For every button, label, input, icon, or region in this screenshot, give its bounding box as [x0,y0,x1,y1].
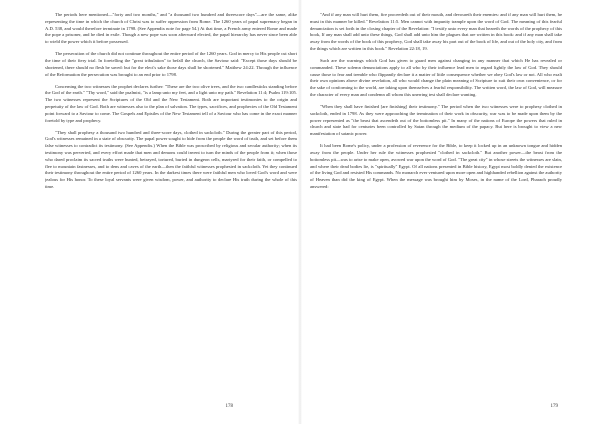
page-number: 178 [225,404,233,409]
page-gutter [298,0,302,424]
paragraph: "And if any man will hurt them, fire proceedeth out of their mouth, and devoureth their enemies: and if any man will hurt them, he must in this manner be killed." Revelation 11:5. Men cannot with impunity trample upon the word of God. The meaning of this fearful denunciation is set forth in the closing chapter of the Revelation: "I testify unto every man that heareth the words of the prophecy of this book, If any man shall add unto these things, God shall add unto him the plagues that are written in this book: and if any man shall take away from the words of the book of this prophecy, God shall take away his part out of the book of life, and out of the holy city, and from the things which are written in this book." Revelation 22:18, 19. [310,12,562,51]
paragraph: The periods here mentioned—"forty and two months," and "a thousand two hundred and threescore days"—are the same, alike representing the time in which the church of Christ was to suffer oppression from Rome. The 1260 years of papal supremacy began in A.D. 538, and would therefore terminate in 1798. (See Appendix note for page 54.) At that time, a French army entered Rome and made the pope a prisoner, and he died in exile. Though a new pope was soon afterward elected, the papal hierarchy has never since been able to wield the power which it before possessed. [45,12,297,45]
paragraph: The persecution of the church did not continue throughout the entire period of the 1260 years. God in mercy to His people cut short the time of their fiery trial. In foretelling the "great tribulation" to befall the church, the Saviour said: "Except those days should be shortened, there should no flesh be saved: but for the elect's sake those days shall be shortened." Matthew 24:22. Through the influence of the Reformation the persecution was brought to an end prior to 1798. [45,51,297,77]
paragraph: "They shall prophesy a thousand two hundred and three-score days, clothed in sackcloth." During the greater part of this period, God's witnesses remained in a state of obscurity. The papal power sought to hide from the people the word of truth, and set before them false witnesses to contradict its testimony. (See Appendix.) When the Bible was proscribed by religious and secular authority; when its testimony was perverted, and every effort made that men and demons could invent to turn the minds of the people from it; when those who dared proclaim its sacred truths were hunted, betrayed, tortured, buried in dungeon cells, martyred for their faith, or compelled to flee to mountain fastnesses, and to dens and caves of the earth—then the faithful witnesses prophesied in sackcloth. Yet they continued their testimony throughout the entire period of 1260 years. In the darkest times there were faithful men who loved God's word and were jealous for His honor. To these loyal servants were given wisdom, power, and authority to declare His truth during the whole of this time. [45,129,297,189]
paragraph: Such are the warnings which God has given to guard men against changing in any manner that which He has revealed or commanded. These solemn denunciations apply to all who by their influence lead men to regard lightly the law of God. They should cause those to fear and tremble who flippantly declare it a matter of little consequence whether we obey God's law or not. All who exalt their own opinions above divine revelation, all who would change the plain meaning of Scripture to suit their own convenience, or for the sake of conforming to the world, are taking upon themselves a fearful responsibility. The written word, the law of God, will measure the character of every man and condemn all whom this unerring test shall declare wanting. [310,57,562,97]
paragraph: Concerning the two witnesses the prophet declares further: "These are the two olive trees, and the two candlesticks standing before the God of the earth." "Thy word," said the psalmist, "is a lamp unto my feet, and a light unto my path." Revelation 11:4; Psalm 119:105. The two witnesses represent the Scriptures of the Old and the New Testament. Both are important testimonies to the origin and perpetuity of the law of God. Both are witnesses also to the plan of salvation. The types, sacrifices, and prophecies of the Old Testament point forward to a Saviour to come. The Gospels and Epistles of the New Testament tell of a Saviour who has come in the exact manner foretold by type and prophecy. [45,83,297,123]
page-number: 179 [550,404,558,409]
right-page [310,12,562,416]
paragraph: It had been Rome's policy, under a profession of reverence for the Bible, to keep it locked up in an unknown tongue and hidden away from the people. Under her rule the witnesses prophesied "clothed in sackcloth." But another power—the beast from the bottomless pit—was to arise to make open, avowed war upon the word of God. "The great city" in whose streets the witnesses are slain, and where their dead bodies lie, is "spiritually" Egypt. Of all nations presented in Bible history, Egypt most boldly denied the existence of the living God and resisted His commands. No monarch ever ventured upon more open and highhanded rebellion against the authority of Heaven than did the king of Egypt. When the message was brought him by Moses, in the name of the Lord, Pharaoh proudly answered: [310,143,562,189]
paragraph: "When they shall have finished [are finishing] their testimony." The period when the two witnesses were to prophesy clothed in sackcloth, ended in 1798. As they were approaching the termination of their work in obscurity, war was to be made upon them by the power represented as "the beast that ascendeth out of the bottomless pit." In many of the nations of Europe the powers that ruled in church and state had for centuries been controlled by Satan through the medium of the papacy. But here is brought to view a new manifestation of satanic power. [310,103,562,137]
left-page [45,12,297,416]
